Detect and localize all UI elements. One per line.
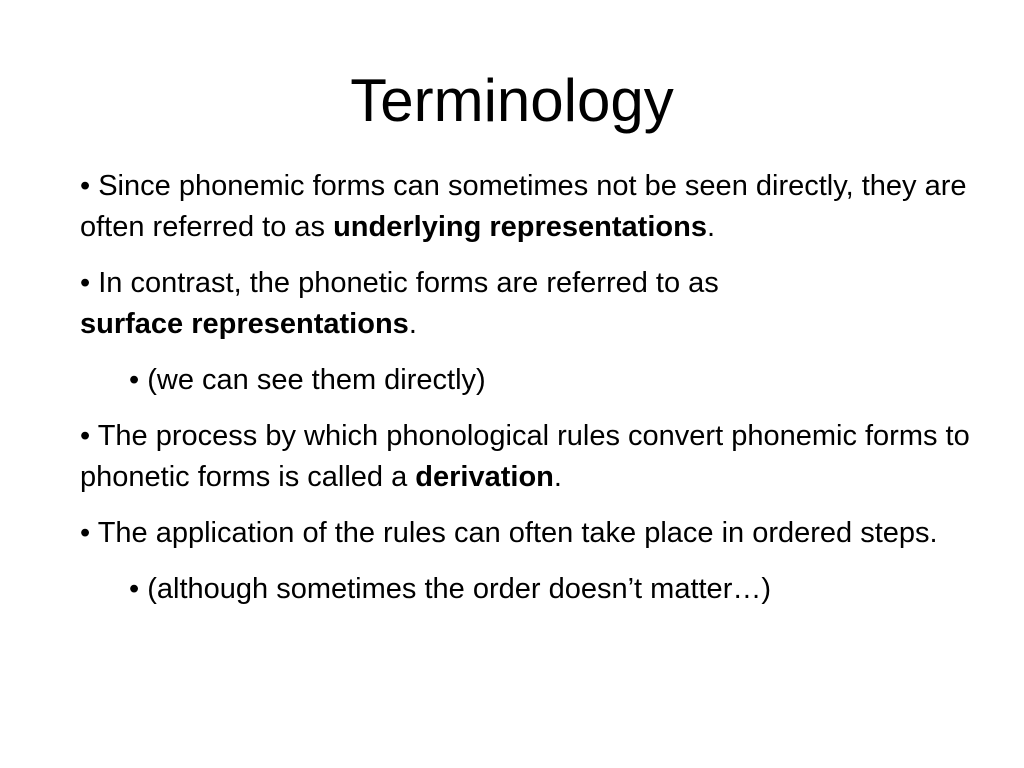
bullet-punctuation: .	[706, 211, 716, 243]
bullet-bold-term: surface representations	[80, 308, 409, 340]
bullet-underlying-representations	[80, 166, 970, 248]
bullet-punctuation: .	[408, 308, 417, 340]
sub-bullet-see-directly	[80, 360, 970, 401]
bullet-surface-representations	[80, 263, 970, 345]
bullet-marker: •	[80, 267, 91, 299]
sub-bullet-order-doesnt-matter	[80, 569, 970, 610]
bullet-bold-term: underlying representations	[333, 211, 707, 243]
bullet-text: (we can see them directly)	[147, 364, 486, 396]
bullet-text: The process by which phonological rules convert phonemic forms to phonetic forms is called a	[80, 420, 970, 493]
bullet-punctuation: .	[553, 461, 562, 493]
bullet-text: In contrast, the phonetic forms are referred to as	[98, 267, 719, 299]
bullet-marker: •	[129, 573, 140, 605]
bullet-marker: •	[80, 170, 91, 202]
bullet-marker: •	[80, 420, 91, 452]
slide-title: Terminology	[350, 67, 674, 134]
slide-body	[80, 166, 970, 625]
bullet-text: The application of the rules can often take place in ordered steps.	[97, 517, 938, 549]
bullet-ordered-steps	[80, 513, 970, 554]
bullet-marker: •	[129, 364, 140, 396]
bullet-text: (although sometimes the order doesn’t matter…)	[147, 573, 772, 605]
bullet-marker: •	[80, 517, 91, 549]
bullet-text: Since phonemic forms can sometimes not be seen directly, they are often referred to as	[80, 170, 967, 243]
bullet-bold-term: derivation	[415, 461, 554, 493]
bullet-derivation	[80, 416, 970, 498]
